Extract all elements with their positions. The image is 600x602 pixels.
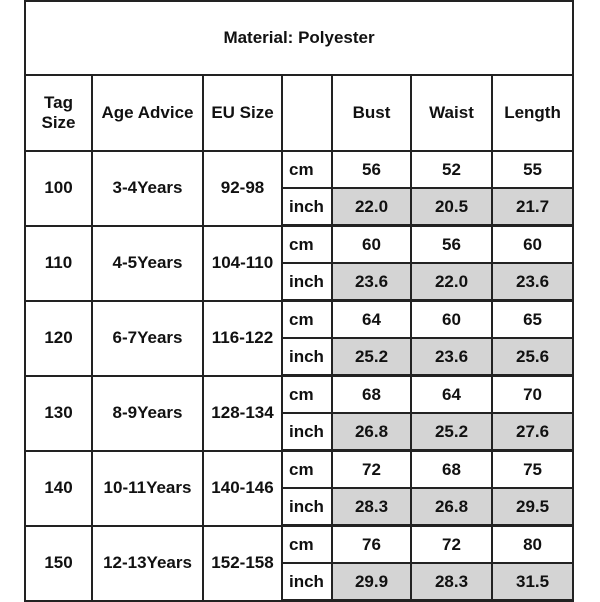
unit-label-inch: inch [282,263,332,301]
tag-size-cell: 130 [25,376,92,451]
waist-inch-cell: 22.0 [411,263,492,301]
size-chart [24,0,572,602]
header-unit [282,75,332,151]
unit-label-inch: inch [282,488,332,526]
header-waist: Waist [411,75,492,151]
waist-inch-cell: 28.3 [411,563,492,601]
size-row-cm [25,226,573,264]
size-row-cm [25,526,573,564]
length-inch-cell: 21.7 [492,188,573,226]
unit-label-cm: cm [282,451,332,489]
eu-size-cell: 92-98 [203,151,282,226]
unit-label-inch: inch [282,413,332,451]
bust-cm-cell: 76 [332,526,411,564]
bust-inch-cell: 28.3 [332,488,411,526]
header-eu-size: EU Size [203,75,282,151]
unit-label-inch: inch [282,188,332,226]
length-inch-cell: 31.5 [492,563,573,601]
unit-label-cm: cm [282,301,332,339]
waist-cm-cell: 52 [411,151,492,188]
tag-size-cell: 150 [25,526,92,601]
size-row-cm [25,451,573,489]
unit-label-cm: cm [282,526,332,564]
bust-inch-cell: 26.8 [332,413,411,451]
eu-size-cell: 128-134 [203,376,282,451]
header-tag-size: Tag Size [25,75,92,151]
length-cm-cell: 70 [492,376,573,414]
bust-cm-cell: 60 [332,226,411,264]
length-cm-cell: 55 [492,151,573,188]
length-inch-cell: 29.5 [492,488,573,526]
eu-size-cell: 116-122 [203,301,282,376]
eu-size-cell: 104-110 [203,226,282,301]
table-title: Material: Polyester [25,1,573,75]
waist-cm-cell: 72 [411,526,492,564]
bust-cm-cell: 68 [332,376,411,414]
length-inch-cell: 23.6 [492,263,573,301]
tag-size-cell: 120 [25,301,92,376]
age-advice-cell: 12-13Years [92,526,203,601]
bust-inch-cell: 23.6 [332,263,411,301]
size-row-cm [25,151,573,188]
size-table [24,0,574,602]
waist-cm-cell: 60 [411,301,492,339]
unit-label-inch: inch [282,563,332,601]
length-cm-cell: 60 [492,226,573,264]
age-advice-cell: 3-4Years [92,151,203,226]
bust-cm-cell: 64 [332,301,411,339]
waist-inch-cell: 26.8 [411,488,492,526]
waist-inch-cell: 20.5 [411,188,492,226]
length-cm-cell: 80 [492,526,573,564]
unit-label-inch: inch [282,338,332,376]
bust-inch-cell: 22.0 [332,188,411,226]
waist-cm-cell: 68 [411,451,492,489]
eu-size-cell: 152-158 [203,526,282,601]
bust-cm-cell: 72 [332,451,411,489]
bust-inch-cell: 25.2 [332,338,411,376]
header-length: Length [492,75,573,151]
length-inch-cell: 27.6 [492,413,573,451]
length-cm-cell: 75 [492,451,573,489]
waist-inch-cell: 23.6 [411,338,492,376]
waist-cm-cell: 56 [411,226,492,264]
waist-inch-cell: 25.2 [411,413,492,451]
tag-size-cell: 110 [25,226,92,301]
unit-label-cm: cm [282,151,332,188]
age-advice-cell: 8-9Years [92,376,203,451]
tag-size-cell: 100 [25,151,92,226]
unit-label-cm: cm [282,376,332,414]
size-row-cm [25,301,573,339]
unit-label-cm: cm [282,226,332,264]
length-inch-cell: 25.6 [492,338,573,376]
bust-cm-cell: 56 [332,151,411,188]
length-cm-cell: 65 [492,301,573,339]
bust-inch-cell: 29.9 [332,563,411,601]
eu-size-cell: 140-146 [203,451,282,526]
header-bust: Bust [332,75,411,151]
age-advice-cell: 4-5Years [92,226,203,301]
size-row-cm [25,376,573,414]
tag-size-cell: 140 [25,451,92,526]
age-advice-cell: 6-7Years [92,301,203,376]
header-age-advice: Age Advice [92,75,203,151]
waist-cm-cell: 64 [411,376,492,414]
age-advice-cell: 10-11Years [92,451,203,526]
header-row [25,75,573,151]
